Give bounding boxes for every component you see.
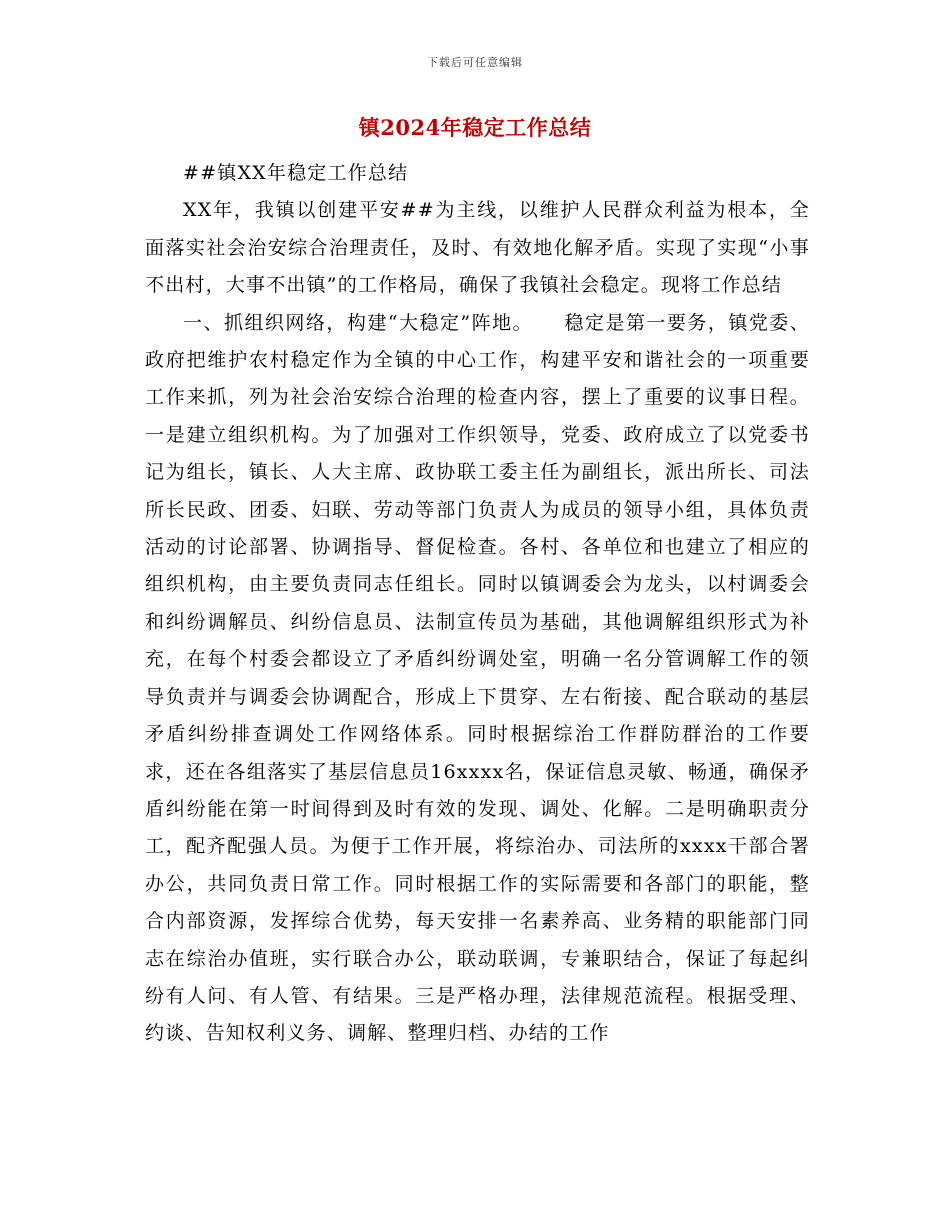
document-body [145,155,810,1053]
subtitle-paragraph: ##镇XX年稳定工作总结 [183,162,409,184]
document-title: 镇2024年稳定工作总结 [358,115,592,140]
intro-paragraph: XX年，我镇以创建平安##为主线，以维护人民群众利益为根本，全面落实社会治安综合治理责任，及时、有效地化解矛盾。实现了实现“小事不出村，大事不出镇”的工作格局，确保了我镇社会稳定。现将工作总结 [145,199,810,297]
page-header: 下载后可任意编辑 [427,56,523,69]
section-one-paragraph: 一、抓组织网络，构建“大稳定”阵地。 稳定是第一要务，镇党委、政府把维护农村稳定作为全镇的中心工作，构建平安和谐社会的一项重要工作来抓，列为社会治安综合治理的检查内容，摆上了重要的议事日程。一是建立组织机构。为了加强对工作织领导，党委、政府成立了以党委书记为组长，镇长、人大主席、政协联工委主任为副组长，派出所长、司法所长民政、团委、妇联、劳动等部门负责人为成员的领导小组，具体负责活动的讨论部署、协调指导、督促检查。各村、各单位和也建立了相应的组织机构，由主要负责同志任组长。同时以镇调委会为龙头，以村调委会和纠纷调解员、纠纷信息员、法制宣传员为基础，其他调解组织形式为补充，在每个村委会都设立了矛盾纠纷调处室，明确一名分管调解工作的领导负责并与调委会协调配合，形成上下贯穿、左右衔接、配合联动的基层矛盾纠纷排查调处工作网络体系。同时根据综治工作群防群治的工作要求，还在各组落实了基层信息员16xxxx名，保证信息灵敏、畅通，确保矛盾纠纷能在第一时间得到及时有效的发现、调处、化解。二是明确职责分工，配齐配强人员。为便于工作开展，将综治办、司法所的xxxx干部合署办公，共同负责日常工作。同时根据工作的实际需要和各部门的职能，整合内部资源，发挥综合优势，每天安排一名素养高、业务精的职能部门同志在综治办值班，实行联合办公，联动联调，专兼职结合，保证了每起纠纷有人问、有人管、有结果。三是严格办理，法律规范流程。根据受理、约谈、告知权利义务、调解、整理归档、办结的工作 [145,311,810,1045]
